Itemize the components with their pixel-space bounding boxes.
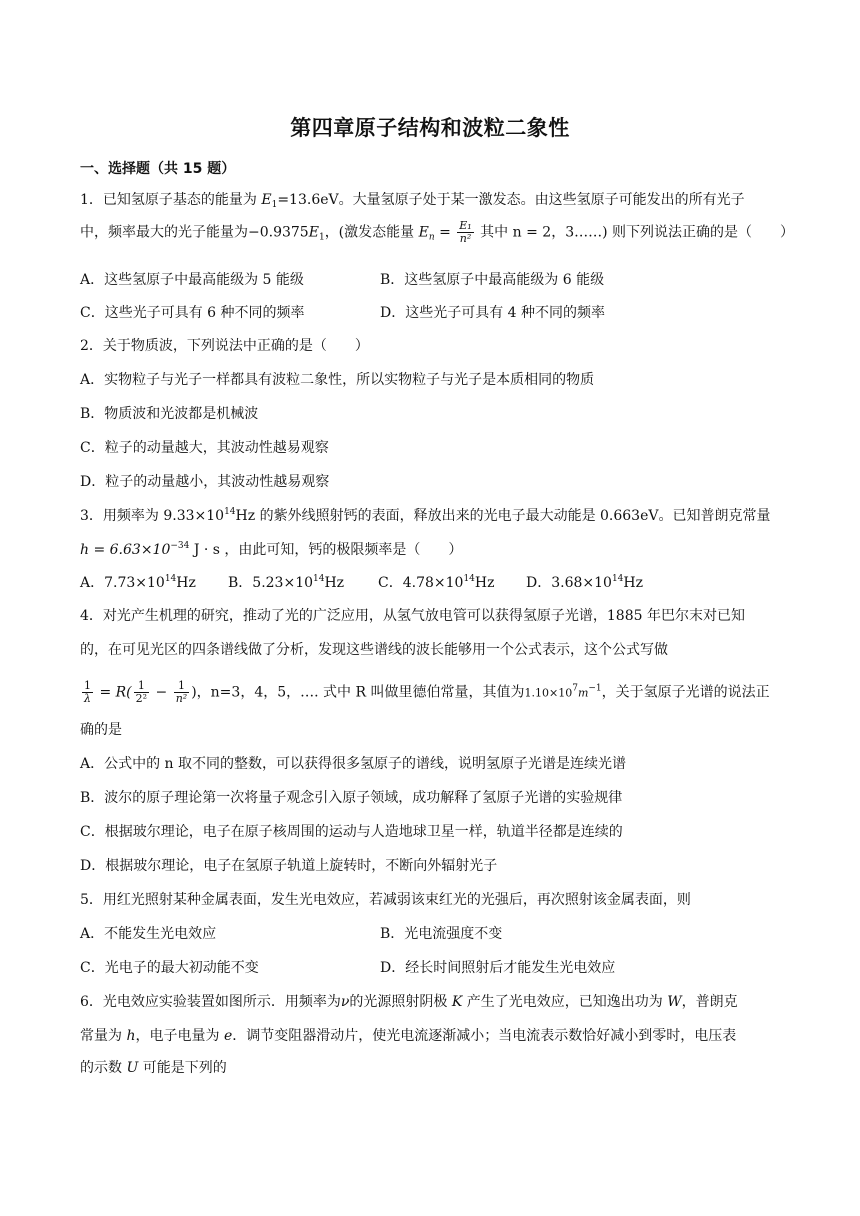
numerator: E₁ bbox=[459, 219, 472, 232]
text: Hz 的紫外线照射钙的表面，释放出来的光电子最大动能是 0.663eV。已知普朗克常量 bbox=[235, 508, 771, 524]
q4-option-a: A．公式中的 n 取不同的整数，可以获得很多氢原子的谱线，说明氢原子光谱是连续光谱 bbox=[80, 756, 627, 772]
text: ，关于氢原子光谱的说法正 bbox=[601, 684, 770, 701]
symbol: E bbox=[261, 192, 272, 208]
q4-stem-line2: 的，在可见光区的四条谱线做了分析，发现这些谱线的波长能够用一个公式表示，这个公式写做 bbox=[80, 642, 668, 658]
denominator: λ bbox=[84, 692, 91, 705]
text: 6．光电效应实验装置如图所示．用频率为 bbox=[80, 994, 341, 1010]
symbol: W bbox=[667, 994, 682, 1010]
text: 中，频率最大的光子能量为−0.9375 bbox=[80, 224, 309, 241]
q6-stem-line2 bbox=[80, 1026, 736, 1046]
q2-option-a: A．实物粒子与光子一样都具有波粒二象性，所以实物粒子与光子是本质相同的物质 bbox=[80, 372, 595, 388]
superscript: 7 bbox=[572, 683, 578, 694]
text: )，n=3，4，5，…. 式中 R 叫做里德伯常量，其值为 bbox=[191, 684, 525, 701]
text: 常量为 bbox=[80, 1028, 127, 1044]
text: Hz bbox=[623, 575, 643, 591]
superscript: 14 bbox=[164, 574, 177, 584]
superscript: 14 bbox=[463, 574, 475, 584]
text: = R( bbox=[95, 684, 132, 701]
numerator: 1 bbox=[84, 679, 91, 692]
symbol: U bbox=[126, 1060, 139, 1076]
q3-option-a bbox=[80, 573, 196, 593]
q1-option-d: D．这些光子可具有 4 种不同的频率 bbox=[380, 305, 606, 321]
text: 的光源照射阴极 bbox=[349, 994, 452, 1010]
q4-option-d: D．根据玻尔理论，电子在氢原子轨道上旋转时，不断向外辐射光子 bbox=[80, 858, 498, 874]
q1-option-c: C．这些光子可具有 6 种不同的频率 bbox=[80, 305, 305, 321]
q1-option-a: A．这些氢原子中最高能级为 5 能级 bbox=[80, 272, 304, 288]
symbol: h bbox=[126, 1028, 136, 1044]
text: Hz bbox=[324, 575, 345, 591]
fraction bbox=[457, 220, 473, 245]
text: − bbox=[151, 684, 172, 701]
text: 1．已知氢原子基态的能量为 bbox=[80, 192, 262, 208]
q6-stem-line1 bbox=[80, 992, 738, 1012]
q5-option-d: D．经长时间照射后才能发生光电效应 bbox=[380, 960, 616, 976]
text: ．调节变阻器滑动片，使光电流逐渐减小；当电流表示数恰好减小到零时，电压表 bbox=[232, 1028, 737, 1044]
symbol: ν bbox=[340, 994, 350, 1010]
text: =13.6eV。大量氢原子处于某一激发态。由这些氢原子可能发出的所有光子 bbox=[277, 192, 745, 208]
fraction bbox=[82, 680, 93, 705]
q3-option-b bbox=[228, 573, 344, 593]
q4-formula-line bbox=[80, 680, 770, 705]
page-title: 第四章原子结构和波粒二象性 bbox=[290, 116, 570, 140]
q4-option-b: B．波尔的原子理论第一次将量子观念引入原子领域，成功解释了氢原子光谱的实验规律 bbox=[80, 790, 623, 806]
symbol: E bbox=[308, 224, 319, 241]
text: m bbox=[577, 686, 589, 700]
q3-option-c bbox=[378, 573, 494, 593]
text: h = 6.63×10 bbox=[80, 542, 171, 558]
fraction bbox=[134, 680, 149, 705]
section-heading: 一、选择题（共 15 题） bbox=[80, 161, 236, 177]
q6-stem-line3 bbox=[80, 1058, 227, 1078]
q3-option-d bbox=[526, 573, 643, 593]
text: 的示数 bbox=[80, 1060, 127, 1076]
text: 产生了光电效应，已知逸出功为 bbox=[462, 994, 668, 1010]
q5-option-a: A．不能发生光电效应 bbox=[80, 926, 217, 942]
superscript: 14 bbox=[611, 574, 624, 584]
text: = bbox=[434, 224, 456, 241]
text: B．5.23×10 bbox=[228, 575, 314, 591]
subscript: 1 bbox=[271, 200, 278, 210]
q4-stem-line1: 4．对光产生机理的研究，推动了光的广泛应用，从氢气放电管可以获得氢原子光谱，1885 年巴尔末对已知 bbox=[80, 608, 745, 624]
text: D．3.68×10 bbox=[526, 575, 612, 591]
text: Hz bbox=[474, 575, 495, 591]
q2-stem: 2．关于物质波，下列说法中正确的是（ ） bbox=[80, 338, 369, 354]
subscript: 1 bbox=[318, 232, 325, 243]
denominator: n² bbox=[459, 232, 472, 245]
q1-stem-line2 bbox=[80, 220, 794, 245]
q1-stem-line1 bbox=[80, 190, 745, 210]
denominator: n² bbox=[175, 692, 188, 705]
q3-stem-line2 bbox=[80, 540, 462, 560]
symbol: e bbox=[223, 1028, 233, 1044]
text: 1.10×10 bbox=[524, 686, 573, 700]
superscript: 14 bbox=[313, 574, 325, 584]
text: 其中 n = 2，3……) 则下列说法正确的是（ ） bbox=[475, 224, 795, 241]
numerator: 1 bbox=[134, 680, 149, 693]
q5-stem: 5．用红光照射某种金属表面，发生光电效应，若减弱该束红光的光强后，再次照射该金属表面，则 bbox=[80, 892, 691, 908]
text: ，电子电量为 bbox=[135, 1028, 224, 1044]
text: Hz bbox=[176, 575, 196, 591]
text: J · s ，由此可知，钙的极限频率是（ ） bbox=[189, 542, 463, 558]
denominator: 2² bbox=[135, 692, 148, 705]
superscript: −34 bbox=[170, 541, 190, 551]
subscript: n bbox=[428, 232, 435, 243]
q4-stem-line4: 确的是 bbox=[80, 722, 122, 738]
symbol: E bbox=[418, 224, 429, 241]
q3-stem-line1 bbox=[80, 506, 771, 526]
text: ，(激发态能量 bbox=[324, 224, 419, 241]
text: A．7.73×10 bbox=[80, 575, 165, 591]
q2-option-b: B．物质波和光波都是机械波 bbox=[80, 406, 259, 422]
q4-option-c: C．根据玻尔理论，电子在原子核周围的运动与人造地球卫星一样，轨道半径都是连续的 bbox=[80, 824, 623, 840]
text: C．4.78×10 bbox=[378, 575, 464, 591]
q1-option-b: B．这些氢原子中最高能级为 6 能级 bbox=[380, 272, 605, 288]
q2-option-d: D．粒子的动量越小，其波动性越易观察 bbox=[80, 474, 330, 490]
q5-option-b: B．光电流强度不变 bbox=[380, 926, 503, 942]
superscript: −1 bbox=[588, 683, 602, 694]
fraction bbox=[174, 680, 190, 705]
text: ，普朗克 bbox=[681, 994, 738, 1010]
numerator: 1 bbox=[174, 680, 190, 693]
text: 3．用频率为 9.33×10 bbox=[80, 508, 225, 524]
q2-option-c: C．粒子的动量越大，其波动性越易观察 bbox=[80, 440, 329, 456]
superscript: 14 bbox=[224, 507, 236, 517]
text: 可能是下列的 bbox=[138, 1060, 227, 1076]
symbol: K bbox=[451, 994, 463, 1010]
q5-option-c: C．光电子的最大初动能不变 bbox=[80, 960, 259, 976]
